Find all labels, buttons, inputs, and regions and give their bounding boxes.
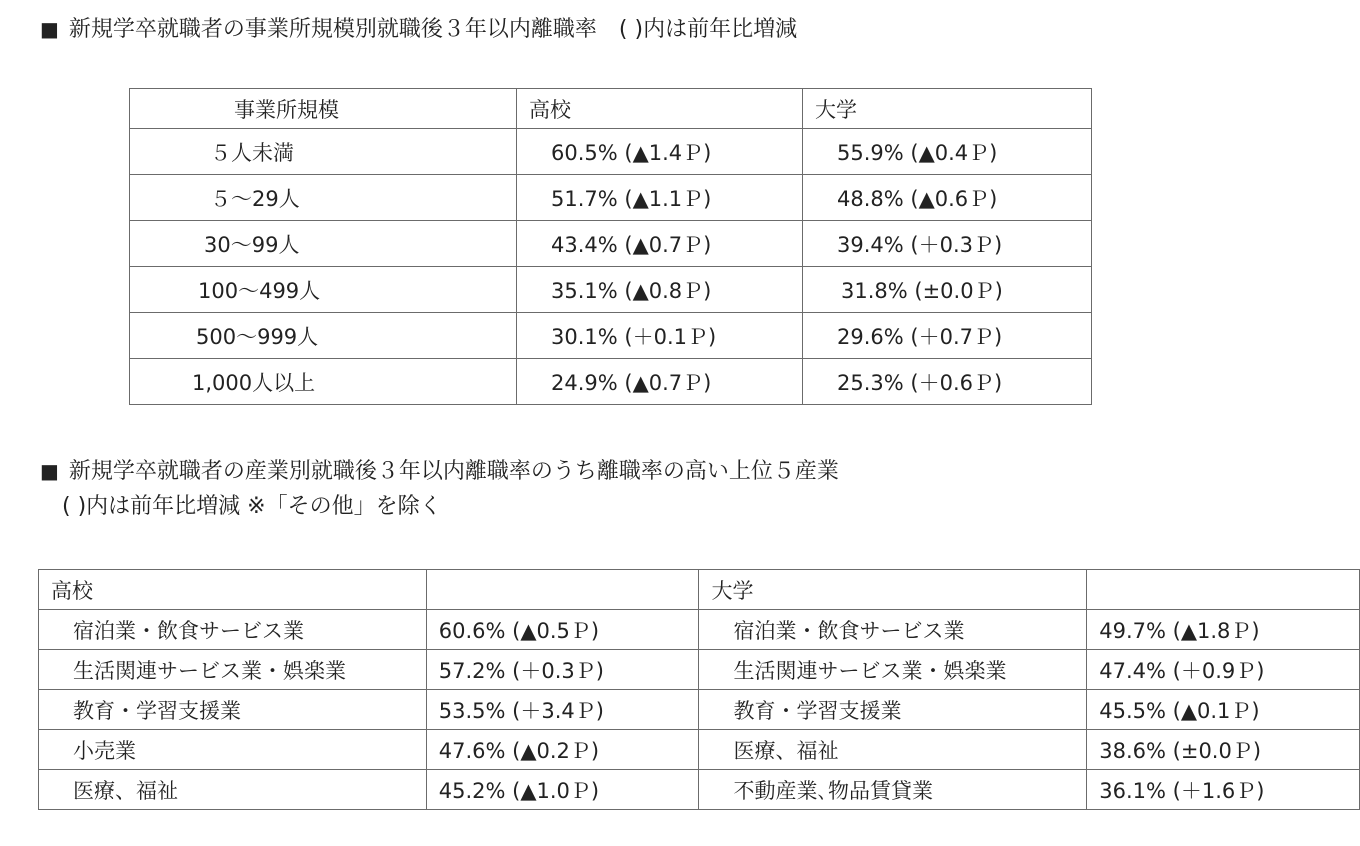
size-label: 30～99人 <box>130 221 517 267</box>
table-row <box>39 730 1360 770</box>
high-school-rate: 60.6% (▲0.5Ｐ) <box>426 610 699 650</box>
university-industry: 医療、福祉 <box>699 730 1087 770</box>
university-rate: 49.7% (▲1.8Ｐ) <box>1087 610 1360 650</box>
size-label: 1,000人以上 <box>130 359 517 405</box>
industry-turnover-table <box>38 569 1360 810</box>
high-school-industry: 宿泊業・飲食サービス業 <box>39 610 427 650</box>
table-header-row <box>39 570 1360 610</box>
high-school-industry: 医療、福祉 <box>39 770 427 810</box>
header-high-school: 高校 <box>39 570 427 610</box>
table-row <box>39 650 1360 690</box>
university-rate: 25.3% (＋0.6Ｐ) <box>803 359 1092 405</box>
header-size: 事業所規模 <box>130 89 517 129</box>
size-label: ５人未満 <box>130 129 517 175</box>
industry-table-note: ( )内は前年比増減 ※「その他」を除く <box>62 494 442 519</box>
university-rate: 48.8% (▲0.6Ｐ) <box>803 175 1092 221</box>
header-university: 大学 <box>699 570 1087 610</box>
university-rate: 38.6% (±0.0Ｐ) <box>1087 730 1360 770</box>
size-label: 500～999人 <box>130 313 517 359</box>
high-school-rate: 35.1% (▲0.8Ｐ) <box>517 267 803 313</box>
table-row <box>130 359 1092 405</box>
size-label: ５～29人 <box>130 175 517 221</box>
high-school-rate: 24.9% (▲0.7Ｐ) <box>517 359 803 405</box>
table-header-row <box>130 89 1092 129</box>
table-row <box>39 770 1360 810</box>
university-industry: 教育・学習支援業 <box>699 690 1087 730</box>
table-row <box>130 267 1092 313</box>
size-label: 100～499人 <box>130 267 517 313</box>
table-row <box>130 313 1092 359</box>
high-school-rate: 43.4% (▲0.7Ｐ) <box>517 221 803 267</box>
size-table-heading <box>40 14 797 45</box>
header-high-school: 高校 <box>517 89 803 129</box>
university-rate: 31.8% (±0.0Ｐ) <box>803 267 1092 313</box>
header-blank <box>1087 570 1360 610</box>
size-table-title: 新規学卒就職者の事業所規模別就職後３年以内離職率 ( )内は前年比増減 <box>68 17 798 42</box>
high-school-industry: 生活関連サービス業・娯楽業 <box>39 650 427 690</box>
size-turnover-table <box>129 88 1092 405</box>
high-school-rate: 53.5% (＋3.4Ｐ) <box>426 690 699 730</box>
table-row <box>130 175 1092 221</box>
university-rate: 39.4% (＋0.3Ｐ) <box>803 221 1092 267</box>
university-industry: 宿泊業・飲食サービス業 <box>699 610 1087 650</box>
industry-table-title: 新規学卒就職者の産業別就職後３年以内離職率のうち離職率の高い上位５産業 <box>68 459 839 484</box>
bullet-square-icon: ■ <box>40 459 59 483</box>
table-row <box>130 129 1092 175</box>
bullet-square-icon: ■ <box>40 17 59 41</box>
table-row <box>130 221 1092 267</box>
industry-table-heading <box>40 456 839 487</box>
high-school-rate: 51.7% (▲1.1Ｐ) <box>517 175 803 221</box>
university-rate: 55.9% (▲0.4Ｐ) <box>803 129 1092 175</box>
high-school-industry: 教育・学習支援業 <box>39 690 427 730</box>
high-school-rate: 47.6% (▲0.2Ｐ) <box>426 730 699 770</box>
university-rate: 36.1% (＋1.6Ｐ) <box>1087 770 1360 810</box>
high-school-industry: 小売業 <box>39 730 427 770</box>
high-school-rate: 60.5% (▲1.4Ｐ) <box>517 129 803 175</box>
table-row <box>39 690 1360 730</box>
header-university: 大学 <box>803 89 1092 129</box>
table-row <box>39 610 1360 650</box>
university-rate: 45.5% (▲0.1Ｐ) <box>1087 690 1360 730</box>
high-school-rate: 57.2% (＋0.3Ｐ) <box>426 650 699 690</box>
university-rate: 47.4% (＋0.9Ｐ) <box>1087 650 1360 690</box>
high-school-rate: 45.2% (▲1.0Ｐ) <box>426 770 699 810</box>
header-blank <box>426 570 699 610</box>
high-school-rate: 30.1% (＋0.1Ｐ) <box>517 313 803 359</box>
university-rate: 29.6% (＋0.7Ｐ) <box>803 313 1092 359</box>
university-industry: 不動産業､物品賃貸業 <box>699 770 1087 810</box>
university-industry: 生活関連サービス業・娯楽業 <box>699 650 1087 690</box>
